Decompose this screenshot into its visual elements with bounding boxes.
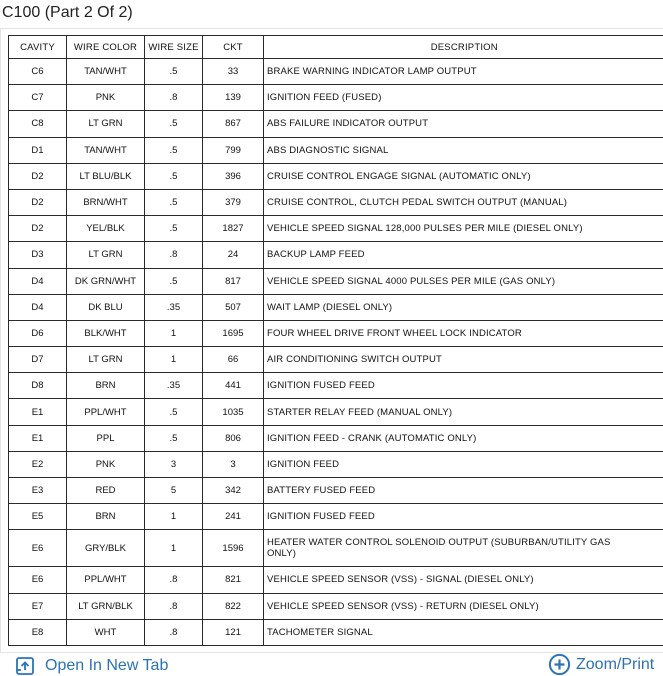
wire-size-cell: .35	[145, 373, 203, 399]
ckt-cell: 1695	[203, 320, 264, 346]
wire-color-cell: LT BLU/BLK	[67, 163, 145, 189]
cavity-cell: E6	[9, 530, 67, 567]
ckt-cell: 24	[203, 242, 264, 268]
cavity-cell: E7	[9, 593, 67, 619]
cavity-cell: D4	[9, 268, 67, 294]
wire-size-cell: .5	[145, 111, 203, 137]
cavity-cell: C7	[9, 85, 67, 111]
ckt-cell: 396	[203, 163, 264, 189]
wire-color-cell: PPL/WHT	[67, 567, 145, 593]
ckt-cell: 441	[203, 373, 264, 399]
ckt-cell: 241	[203, 504, 264, 530]
cavity-cell: D4	[9, 294, 67, 320]
table-row	[9, 216, 663, 242]
table-row	[9, 567, 663, 593]
wire-size-cell: 1	[145, 320, 203, 346]
wire-size-cell: .8	[145, 242, 203, 268]
table-row	[9, 189, 663, 215]
header-wire-color: WIRE COLOR	[67, 36, 145, 59]
description-cell: VEHICLE SPEED SENSOR (VSS) - RETURN (DIESEL ONLY)	[264, 593, 663, 619]
cavity-cell: E5	[9, 504, 67, 530]
diagram-panel	[0, 28, 663, 653]
description-cell: TACHOMETER SIGNAL	[264, 619, 663, 645]
cavity-cell: E1	[9, 399, 67, 425]
zoom-print-link[interactable]	[548, 653, 654, 676]
wire-color-cell: YEL/BLK	[67, 216, 145, 242]
wire-size-cell: .8	[145, 85, 203, 111]
description-cell: ABS FAILURE INDICATOR OUTPUT	[264, 111, 663, 137]
cavity-cell: D2	[9, 163, 67, 189]
table-row	[9, 111, 663, 137]
wire-size-cell: .5	[145, 163, 203, 189]
cavity-cell: D6	[9, 320, 67, 346]
zoom-print-label: Zoom/Print	[576, 655, 655, 673]
wire-color-cell: BRN/WHT	[67, 189, 145, 215]
wire-color-cell: WHT	[67, 619, 145, 645]
wire-size-cell: .5	[145, 425, 203, 451]
cavity-cell: D1	[9, 137, 67, 163]
wire-size-cell: 3	[145, 451, 203, 477]
description-cell: IGNITION FUSED FEED	[264, 373, 663, 399]
wire-color-cell: RED	[67, 478, 145, 504]
header-ckt: CKT	[203, 36, 264, 59]
cavity-cell: D2	[9, 216, 67, 242]
ckt-cell: 1827	[203, 216, 264, 242]
ckt-cell: 342	[203, 478, 264, 504]
description-cell: WAIT LAMP (DIESEL ONLY)	[264, 294, 663, 320]
wire-color-cell: LT GRN/BLK	[67, 593, 145, 619]
description-cell: STARTER RELAY FEED (MANUAL ONLY)	[264, 399, 663, 425]
ckt-cell: 139	[203, 85, 264, 111]
cavity-cell: E6	[9, 567, 67, 593]
description-cell: ABS DIAGNOSTIC SIGNAL	[264, 137, 663, 163]
table-row	[9, 619, 663, 645]
ckt-cell: 1035	[203, 399, 264, 425]
wire-color-cell: GRY/BLK	[67, 530, 145, 567]
wire-color-cell: BRN	[67, 373, 145, 399]
cavity-cell: E2	[9, 451, 67, 477]
wire-color-cell: PPL/WHT	[67, 399, 145, 425]
image-footer	[0, 653, 663, 676]
wire-size-cell: .8	[145, 567, 203, 593]
description-cell: BATTERY FUSED FEED	[264, 478, 663, 504]
table-row	[9, 451, 663, 477]
wire-color-cell: LT GRN	[67, 242, 145, 268]
cavity-cell: E1	[9, 425, 67, 451]
description-cell: AIR CONDITIONING SWITCH OUTPUT	[264, 347, 663, 373]
open-in-new-tab-link[interactable]	[16, 657, 168, 675]
table-row	[9, 268, 663, 294]
ckt-cell: 507	[203, 294, 264, 320]
wire-size-cell: .35	[145, 294, 203, 320]
description-cell: HEATER WATER CONTROL SOLENOID OUTPUT (SUBURBAN/UTILITY GAS ONLY)	[264, 530, 663, 567]
wire-color-cell: LT GRN	[67, 111, 145, 137]
wire-size-cell: .8	[145, 593, 203, 619]
table-row	[9, 425, 663, 451]
wire-size-cell: .5	[145, 216, 203, 242]
page-title: C100 (Part 2 Of 2)	[2, 4, 133, 21]
connector-table	[8, 35, 663, 646]
wire-size-cell: .5	[145, 137, 203, 163]
table-row	[9, 320, 663, 346]
table-row	[9, 593, 663, 619]
zoom-plus-icon	[548, 653, 571, 676]
wire-size-cell: .5	[145, 189, 203, 215]
wire-size-cell: 1	[145, 530, 203, 567]
table-row	[9, 163, 663, 189]
wire-color-cell: BLK/WHT	[67, 320, 145, 346]
description-cell: BACKUP LAMP FEED	[264, 242, 663, 268]
table-row	[9, 242, 663, 268]
cavity-cell: E8	[9, 619, 67, 645]
description-cell: IGNITION FUSED FEED	[264, 504, 663, 530]
description-cell: IGNITION FEED (FUSED)	[264, 85, 663, 111]
cavity-cell: D2	[9, 189, 67, 215]
table-row	[9, 137, 663, 163]
wire-size-cell: .5	[145, 399, 203, 425]
wire-color-cell: DK BLU	[67, 294, 145, 320]
table-row	[9, 294, 663, 320]
header-wire-size: WIRE SIZE	[145, 36, 203, 59]
wire-color-cell: BRN	[67, 504, 145, 530]
wire-size-cell: 5	[145, 478, 203, 504]
ckt-cell: 33	[203, 59, 264, 85]
wire-color-cell: TAN/WHT	[67, 59, 145, 85]
description-cell: VEHICLE SPEED SIGNAL 128,000 PULSES PER MILE (DIESEL ONLY)	[264, 216, 663, 242]
ckt-cell: 806	[203, 425, 264, 451]
description-cell: VEHICLE SPEED SENSOR (VSS) - SIGNAL (DIESEL ONLY)	[264, 567, 663, 593]
wire-color-cell: DK GRN/WHT	[67, 268, 145, 294]
ckt-cell: 379	[203, 189, 264, 215]
description-cell: IGNITION FEED	[264, 451, 663, 477]
description-cell: CRUISE CONTROL ENGAGE SIGNAL (AUTOMATIC ONLY)	[264, 163, 663, 189]
description-cell: VEHICLE SPEED SIGNAL 4000 PULSES PER MILE (GAS ONLY)	[264, 268, 663, 294]
ckt-cell: 817	[203, 268, 264, 294]
description-cell: IGNITION FEED - CRANK (AUTOMATIC ONLY)	[264, 425, 663, 451]
description-cell: BRAKE WARNING INDICATOR LAMP OUTPUT	[264, 59, 663, 85]
table-row	[9, 85, 663, 111]
ckt-cell: 3	[203, 451, 264, 477]
header-cavity: CAVITY	[9, 36, 67, 59]
table-row	[9, 59, 663, 85]
wire-size-cell: .8	[145, 619, 203, 645]
ckt-cell: 799	[203, 137, 264, 163]
table-row	[9, 478, 663, 504]
ckt-cell: 66	[203, 347, 264, 373]
table-row	[9, 530, 663, 567]
description-cell: CRUISE CONTROL, CLUTCH PEDAL SWITCH OUTPUT (MANUAL)	[264, 189, 663, 215]
cavity-cell: C8	[9, 111, 67, 137]
table-row	[9, 373, 663, 399]
open-in-new-tab-icon	[16, 657, 34, 675]
wire-size-cell: .5	[145, 268, 203, 294]
header-description: DESCRIPTION	[264, 36, 663, 59]
open-in-new-tab-label: Open In New Tab	[45, 657, 169, 674]
wire-size-cell: .5	[145, 59, 203, 85]
cavity-cell: D7	[9, 347, 67, 373]
ckt-cell: 867	[203, 111, 264, 137]
cavity-cell: E3	[9, 478, 67, 504]
ckt-cell: 1596	[203, 530, 264, 567]
table-row	[9, 399, 663, 425]
cavity-cell: C6	[9, 59, 67, 85]
cavity-cell: D3	[9, 242, 67, 268]
table-header-row	[9, 36, 663, 59]
description-cell: FOUR WHEEL DRIVE FRONT WHEEL LOCK INDICATOR	[264, 320, 663, 346]
cavity-cell: D8	[9, 373, 67, 399]
wire-color-cell: LT GRN	[67, 347, 145, 373]
table-row	[9, 347, 663, 373]
ckt-cell: 821	[203, 567, 264, 593]
table-row	[9, 504, 663, 530]
wire-color-cell: PPL	[67, 425, 145, 451]
wire-color-cell: TAN/WHT	[67, 137, 145, 163]
wire-color-cell: PNK	[67, 451, 145, 477]
ckt-cell: 822	[203, 593, 264, 619]
wire-color-cell: PNK	[67, 85, 145, 111]
ckt-cell: 121	[203, 619, 264, 645]
wire-size-cell: 1	[145, 504, 203, 530]
wire-size-cell: 1	[145, 347, 203, 373]
